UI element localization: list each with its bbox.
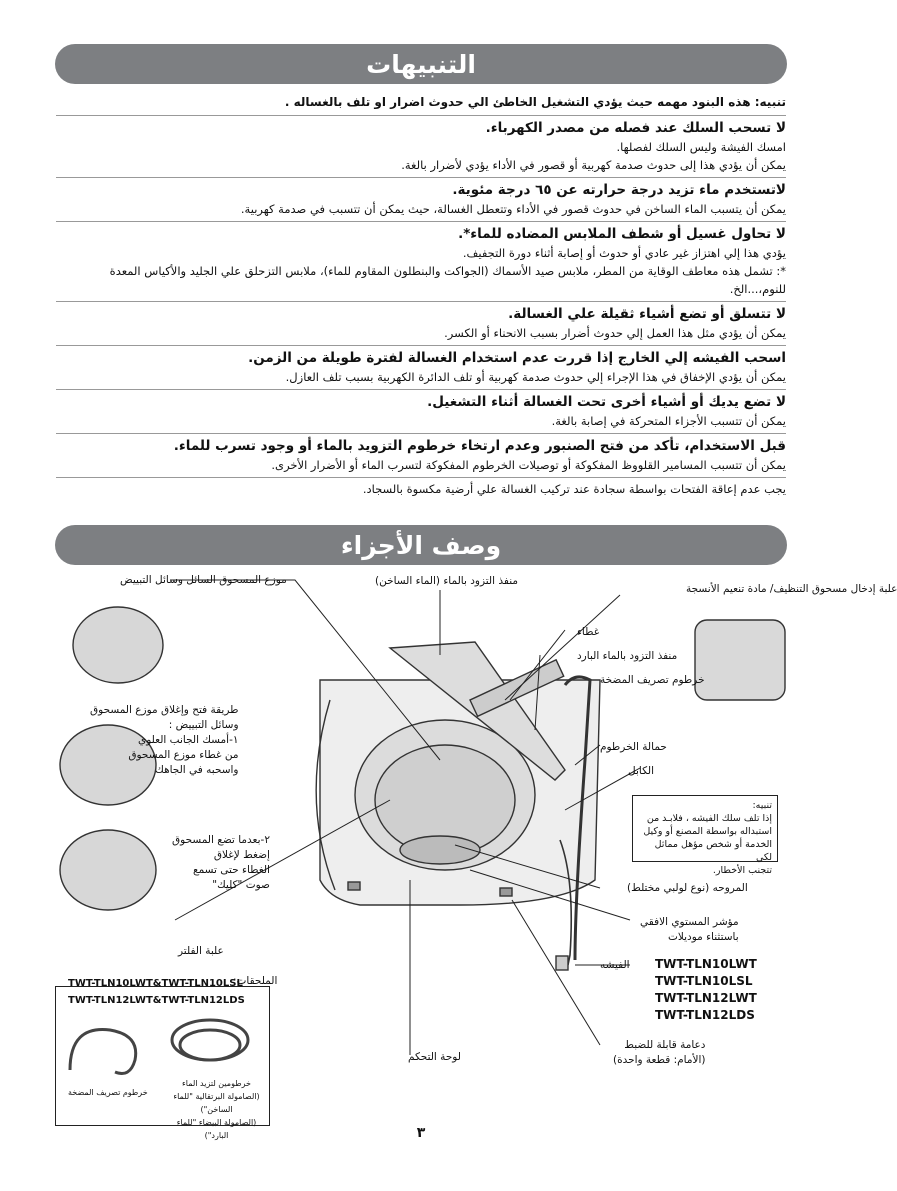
warning-detail: يمكن أن يؤدي الإخفاق في هذا الإجراء إلي حدوث صدمة كهربية أو تلف الدائرة الكهربية بسبب تلف العازل. [285, 370, 786, 384]
final-note: يجب عدم إعاقة الفتحات بواسطة سجادة عند تركيب الغسالة علي أرضية مكسوة بالسجاد. [362, 482, 786, 496]
warning-heading: لا تسحب السلك عند فصله من مصدر الكهرباء. [485, 120, 786, 136]
warning-detail: يمكن أن يؤدي مثل هذا العمل إلي حدوث أضرار بسبب الانحناء أو الكسر. [444, 326, 786, 340]
accessory-model-1: TWT-TLN10LWT&TWT-TLN10LSL [68, 978, 243, 989]
accessories-box [55, 986, 270, 1140]
label-adjustable-leg: دعامة قابلة للضبط (الأمام: قطعة واحدة) [613, 1039, 706, 1066]
label-hose-holder: حمالة الخرطوم [600, 741, 667, 753]
pulsator-shape [400, 836, 480, 864]
close-detail [60, 830, 156, 910]
label-open-close-method: طريقة فتح وإغلاق موزع المسحوق وسائل التبييض : ١-أمسك الجانب العلوي من غطاء موزع المسحوق واسحبه في الجاهك [90, 704, 239, 776]
softener-detail [695, 620, 785, 700]
label-level-indicator: مؤشر المستوي الافقي باستثناء موديلات [640, 916, 739, 943]
label-detergent-dispenser: موزع المسحوق السائل وسائل التبييض [120, 574, 287, 586]
warning-heading: لا تحاول غسيل أو شطف الملابس المضاده للماء*. [458, 226, 786, 242]
warning-detail: يمكن أن تتسبب الأجزاء المتحركة في إصابة بالغة. [551, 414, 786, 428]
label-softener-box: علبة إدخال مسحوق التنظيف/ مادة تنعيم الأنسجة [686, 583, 897, 595]
model-2: TWT-TLN10LSL [655, 974, 753, 988]
page-number: ٣ [416, 1125, 426, 1141]
label-filter: علبة الفلتر [178, 945, 224, 957]
warning-heading: لا تتسلق أو تضع أشياء ثقيلة علي الغسالة. [508, 306, 786, 322]
warnings-title: التنبيهات [55, 44, 787, 84]
model-3: TWT-TLN12LWT [655, 991, 757, 1005]
warning-detail: *: تشمل هذه معاطف الوقاية من المطر، ملابس صيد الأسماك (الجواكت والبنطلون المقاوم للماء)، ملابس التزحلق علي الجليد والأكياس المعدة للنوم،...الخ. [109, 264, 786, 296]
label-step2: ٢-بعدما تضع المسحوق إضغط لإغلاق الغطاء حتى تسمع صوت "كليك" [172, 834, 270, 891]
dispenser-detail [73, 607, 163, 683]
acc-drain-label: خرطوم تصريف المضخة [68, 1088, 148, 1097]
warning-detail: يمكن أن يؤدي هذا إلى حدوث صدمة كهربية أو قصور في الأداء يؤدي لأضرار بالغة. [401, 158, 786, 172]
warning-heading: اسحب الفيشه إلي الخارج إذا قررت عدم استخدام الغسالة لفترة طويلة من الزمن. [248, 350, 786, 366]
warning-heading: لا تضع يديك أو أشياء أخرى تحت الغسالة أثناء التشغيل. [427, 394, 786, 410]
label-cable: الكابل [628, 765, 654, 777]
warning-detail: يمكن أن تتسبب المسامير القلووظ المفكوكة أو توصيلات الخرطوم المفكوكة لتسرب الماء أو الأضرار الأخرى. [271, 458, 786, 472]
warning-detail: يؤدي هذا إلي اهتزاز غير عادي أو حدوث أو إصابة أثناء دورة التجفيف. [462, 246, 786, 260]
acc-supply-label: خرطومين لتزيد الماء (الصامولة البرتقالية "للماء الساخن") (الصامولة البيضاء "للماء البارد") [173, 1079, 260, 1140]
warning-heading: لاتستخدم ماء تزيد درجة حرارته عن ٦٥ درجة مئوية. [452, 182, 786, 198]
model-4: TWT-TLN12LDS [655, 1008, 755, 1022]
label-control-panel: لوحة التحكم [408, 1051, 461, 1063]
warning-detail: امسك الفيشة وليس السلك لفصلها. [616, 140, 786, 154]
label-lid: غطاء [577, 626, 600, 638]
warning-heading: قبل الاستخدام، تأكد من فتح الصنبور وعدم ارتخاء خرطوم التزويد بالماء أو وجود تسرب للماء. [173, 438, 786, 454]
label-drain-hose: خرطوم تصريف المضخة [600, 674, 705, 686]
label-pulsator: المروحه (نوع لولبي مختلط) [627, 882, 748, 894]
warning-detail: يمكن أن يتسبب الماء الساخن في حدوث قصور في الأداء وتتعطل الغسالة، حيث يمكن أن تتسبب في صدمة كهربية. [240, 202, 786, 216]
caution-box: تنبيه: إذا تلف سلك الفيشه ، فلابـد من استبداله بواسطة المصنع أو وكيل الخدمة أو شخص مؤهل مماثل لكي تتجنب الأخطار. [632, 795, 778, 862]
accessory-model-2: TWT-TLN12LWT&TWT-TLN12LDS [68, 995, 245, 1006]
model-1: TWT-TLN10LWT [655, 957, 757, 971]
label-cold-inlet: منفذ التزود بالماء البارد [577, 650, 678, 662]
warnings-intro: تنبيه: هذه البنود مهمه حيث يؤدي التشغيل الخاطئ الي حدوث اضرار او تلف بالغساله . [284, 95, 786, 109]
label-accessories: الملحقات: [233, 975, 278, 987]
parts-title: وصف الأجزاء [55, 525, 787, 565]
label-hot-inlet: منفذ التزود بالماء (الماء الساخن) [375, 575, 519, 587]
label-plug: الفيشه [600, 959, 630, 971]
